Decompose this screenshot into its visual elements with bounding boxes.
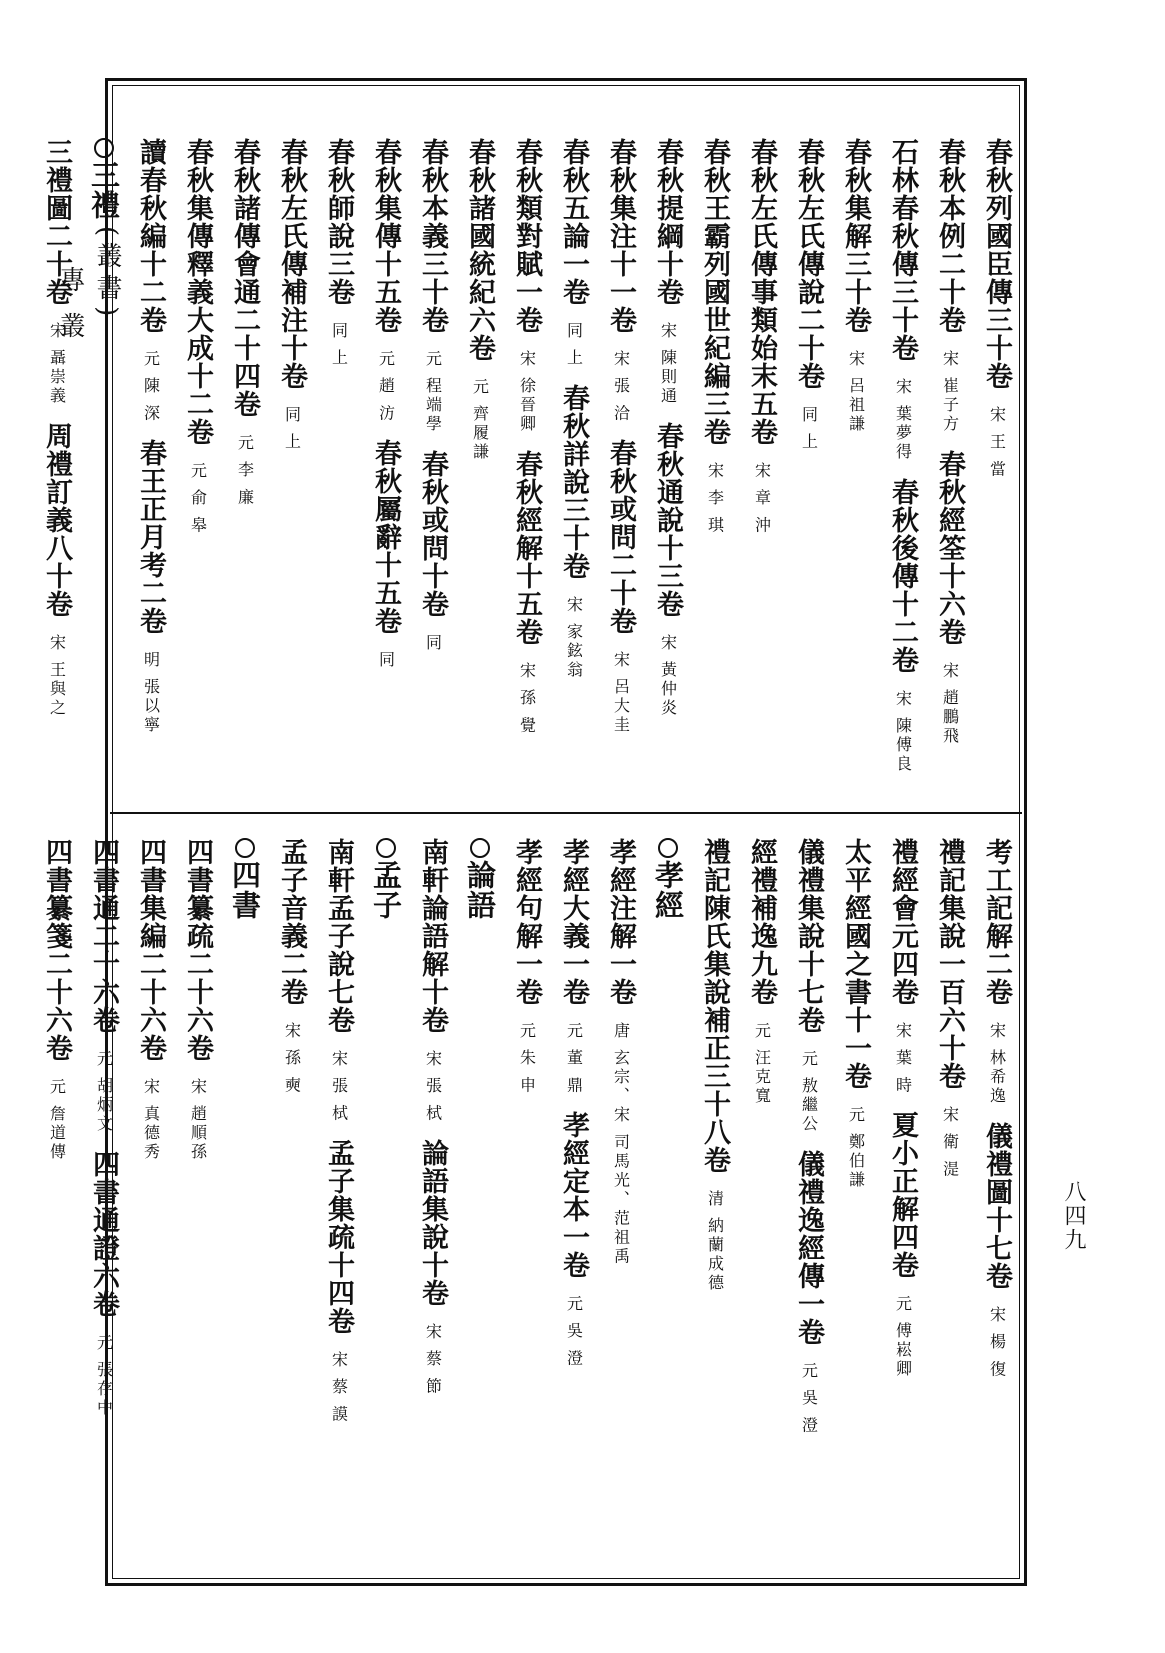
- book-title: 春秋或問十卷: [417, 450, 448, 619]
- book-entry: [654, 138, 681, 406]
- catalog-column: [503, 138, 550, 798]
- book-title: 春秋集解三十卷: [840, 138, 871, 334]
- book-title: 春秋詳說三十卷: [558, 384, 589, 581]
- book-author: 元 敖繼公: [799, 1050, 819, 1135]
- catalog-column: [127, 838, 174, 1558]
- book-title: 春秋本義三十卷: [417, 138, 448, 334]
- book-entry: [560, 384, 587, 680]
- book-title: 春秋屬辭十五卷: [370, 439, 401, 636]
- book-entry: [889, 478, 916, 774]
- book-title: 孝經定本一卷: [558, 1111, 589, 1280]
- book-author: 同: [376, 651, 396, 671]
- book-title: 考工記解二卷: [981, 838, 1012, 1006]
- book-title: 南軒論語解十卷: [417, 838, 448, 1034]
- book-author: 宋 葉 時: [893, 1022, 913, 1096]
- book-author: 元 鄭伯謙: [846, 1106, 866, 1191]
- catalog-column: [127, 138, 174, 798]
- section-marker-icon: [235, 838, 255, 858]
- book-title: 春王正月考二卷: [135, 439, 166, 636]
- book-title: 禮記集說一百六十卷: [934, 838, 965, 1090]
- book-title: 讀春秋編十二卷: [135, 138, 166, 334]
- book-author: 宋 衛 湜: [940, 1106, 960, 1180]
- book-author: 元 朱 申: [517, 1022, 537, 1096]
- book-author: 宋 張 洽: [611, 350, 631, 424]
- section-marker-icon: [470, 838, 490, 858]
- book-entry: [372, 439, 399, 670]
- book-entry: [936, 138, 963, 434]
- book-title: 春秋或問二十卷: [605, 439, 636, 636]
- book-entry: [513, 838, 540, 1095]
- book-title: 春秋列國臣傳三十卷: [981, 138, 1012, 390]
- catalog-column: [832, 838, 879, 1558]
- book-author: 元 胡炳文: [94, 1050, 114, 1135]
- book-title: 論語集說十卷: [417, 1139, 448, 1308]
- book-author: 宋 真德秀: [141, 1078, 161, 1163]
- section-title: 四書: [228, 860, 262, 920]
- catalog-column: [315, 138, 362, 798]
- book-author: 元 俞 皋: [188, 462, 208, 536]
- section-title: 孝經: [651, 860, 685, 920]
- catalog-column: [973, 838, 1020, 1558]
- book-author: 元 陳 深: [141, 350, 161, 424]
- book-author: 元 詹道傳: [47, 1078, 67, 1163]
- book-title: 太平經國之書十一卷: [840, 838, 871, 1090]
- book-entry: [325, 1139, 352, 1424]
- book-title: 春秋類對賦一卷: [511, 138, 542, 334]
- book-author: 明 張以寧: [141, 651, 161, 736]
- book-author: 清 納蘭成德: [705, 1190, 725, 1294]
- book-author: 元 張存中: [94, 1334, 114, 1419]
- book-entry: [936, 838, 963, 1179]
- book-entry: [654, 422, 681, 718]
- catalog-column: [644, 838, 691, 1558]
- catalog-column: [738, 138, 785, 798]
- book-author: 宋 黃仲炎: [658, 634, 678, 719]
- section-divider: [110, 812, 1022, 814]
- book-entry: [513, 450, 540, 735]
- book-author: 元 吳 澄: [799, 1362, 819, 1436]
- book-entry: [278, 838, 305, 1095]
- book-author: 宋 張 栻: [329, 1050, 349, 1124]
- bottom-register: [41, 838, 1020, 1558]
- book-entry: [983, 1122, 1010, 1379]
- book-title: 春秋經解十五卷: [511, 450, 542, 647]
- book-entry: [43, 138, 70, 406]
- book-title: 四書通二十六卷: [88, 838, 119, 1034]
- section-heading: [463, 838, 497, 920]
- catalog-column: [409, 138, 456, 798]
- section-marker-icon: [376, 838, 396, 858]
- book-title: 春秋師說三卷: [323, 138, 354, 306]
- book-title: 儀禮圖十七卷: [981, 1122, 1012, 1291]
- book-entry: [372, 138, 399, 423]
- book-entry: [889, 1111, 916, 1379]
- book-title: 春秋王霸列國世紀編三卷: [699, 138, 730, 446]
- catalog-column: [644, 138, 691, 798]
- book-entry: [842, 138, 869, 434]
- book-entry: [889, 138, 916, 462]
- book-entry: [466, 138, 493, 462]
- catalog-column: [973, 138, 1020, 798]
- catalog-column: [33, 138, 80, 798]
- book-author: 元 汪克寬: [752, 1022, 772, 1107]
- catalog-column: [550, 838, 597, 1558]
- catalog-column: [174, 138, 221, 798]
- book-author: 宋 蔡 謨: [329, 1351, 349, 1425]
- book-title: 周禮訂義八十卷: [41, 422, 72, 619]
- catalog-column: [268, 138, 315, 798]
- book-entry: [701, 138, 728, 535]
- book-entry: [560, 138, 587, 368]
- book-entry: [607, 138, 634, 423]
- book-title: 儀禮逸經傳一卷: [793, 1150, 824, 1347]
- book-entry: [983, 138, 1010, 479]
- book-title: 四書纂疏二十六卷: [182, 838, 213, 1062]
- book-entry: [701, 838, 728, 1293]
- section-heading: [87, 138, 121, 220]
- book-title: 春秋通說十三卷: [652, 422, 683, 619]
- book-title: 孟子音義二卷: [276, 838, 307, 1006]
- catalog-column: [785, 138, 832, 798]
- book-title: 四書通證六卷: [88, 1150, 119, 1319]
- section-title: 三禮: [87, 160, 121, 220]
- book-author: 宋 陳傅良: [893, 690, 913, 775]
- book-title: 孝經句解一卷: [511, 838, 542, 1006]
- section-marker-icon: [94, 138, 114, 158]
- book-author: 宋 趙鵬飛: [940, 662, 960, 747]
- catalog-column: [362, 838, 409, 1558]
- book-title: 春秋左氏傳事類始末五卷: [746, 138, 777, 446]
- book-entry: [90, 838, 117, 1134]
- catalog-column: [456, 838, 503, 1558]
- catalog-column: [879, 138, 926, 798]
- book-author: 宋 王 當: [987, 406, 1007, 480]
- catalog-column: [550, 138, 597, 798]
- catalog-column: [738, 838, 785, 1558]
- book-title: 孝經注解一卷: [605, 838, 636, 1006]
- book-author: 唐 玄宗、宋 司馬光、范祖禹: [611, 1022, 631, 1267]
- book-title: 春秋五論一卷: [558, 138, 589, 306]
- book-title: 孝經大義一卷: [558, 838, 589, 1006]
- book-title: 三禮圖二十卷: [41, 138, 72, 306]
- section-heading: [651, 838, 685, 920]
- book-author: 宋 李 琪: [705, 462, 725, 536]
- book-entry: [795, 138, 822, 452]
- book-title: 石林春秋傳三十卷: [887, 138, 918, 362]
- book-title: 春秋諸國統紀六卷: [464, 138, 495, 362]
- book-entry: [43, 422, 70, 718]
- book-author: 宋 王與之: [47, 634, 67, 719]
- section-heading: [228, 838, 262, 920]
- book-author: 宋 張 栻: [423, 1050, 443, 1124]
- book-author: 宋 崔子方: [940, 350, 960, 435]
- book-author: 宋 聶崇義: [47, 322, 67, 407]
- book-entry: [325, 838, 352, 1123]
- book-entry: [795, 838, 822, 1134]
- catalog-column: [926, 838, 973, 1558]
- section-title: 論語: [463, 860, 497, 920]
- book-author: 宋 徐晉卿: [517, 350, 537, 435]
- book-author: 宋 家鉉翁: [564, 596, 584, 681]
- catalog-column: [785, 838, 832, 1558]
- series-label: (叢書): [92, 226, 122, 323]
- book-entry: [419, 450, 446, 653]
- catalog-column: [597, 138, 644, 798]
- book-entry: [607, 838, 634, 1266]
- book-author: 宋 孫 覺: [517, 662, 537, 736]
- book-author: 元 趙 汸: [376, 350, 396, 424]
- book-entry: [748, 138, 775, 535]
- book-title: 春秋集注十一卷: [605, 138, 636, 334]
- book-entry: [184, 138, 211, 535]
- book-entry: [231, 138, 258, 507]
- book-title: 禮記陳氏集說補正三十八卷: [699, 838, 730, 1174]
- book-title: 儀禮集說十七卷: [793, 838, 824, 1034]
- book-entry: [560, 838, 587, 1095]
- book-entry: [137, 138, 164, 423]
- book-title: 春秋本例二十卷: [934, 138, 965, 334]
- book-entry: [513, 138, 540, 434]
- book-author: 宋 陳則通: [658, 322, 678, 407]
- catalog-column: [33, 838, 80, 1558]
- book-author: 同 上: [564, 322, 584, 369]
- catalog-column: [456, 138, 503, 798]
- book-entry: [983, 838, 1010, 1106]
- book-author: 元 吳 澄: [564, 1295, 584, 1369]
- catalog-column: [879, 838, 926, 1558]
- book-entry: [184, 838, 211, 1162]
- book-entry: [842, 838, 869, 1190]
- book-title: 春秋後傳十二卷: [887, 478, 918, 675]
- book-title: 春秋左氏傳補注十卷: [276, 138, 307, 390]
- catalog-column: [315, 838, 362, 1558]
- book-entry: [90, 1150, 117, 1418]
- book-entry: [137, 439, 164, 735]
- book-author: 宋 章 沖: [752, 462, 772, 536]
- catalog-column: [174, 838, 221, 1558]
- catalog-column: [268, 838, 315, 1558]
- book-entry: [560, 1111, 587, 1368]
- book-author: 宋 林希逸: [987, 1022, 1007, 1107]
- catalog-column: [832, 138, 879, 798]
- section-title: 孟子: [369, 860, 403, 920]
- book-title: 春秋提綱十卷: [652, 138, 683, 306]
- catalog-column: [926, 138, 973, 798]
- book-entry: [419, 1139, 446, 1396]
- book-title: 四書集編二十六卷: [135, 838, 166, 1062]
- book-author: 元 傅崧卿: [893, 1295, 913, 1380]
- book-title: 春秋集傳釋義大成十二卷: [182, 138, 213, 446]
- book-entry: [419, 838, 446, 1123]
- book-title: 春秋集傳十五卷: [370, 138, 401, 334]
- book-title: 夏小正解四卷: [887, 1111, 918, 1280]
- book-entry: [419, 138, 446, 434]
- book-author: 同: [423, 634, 443, 654]
- catalog-column: [691, 138, 738, 798]
- book-entry: [889, 838, 916, 1095]
- catalog-column: [221, 838, 268, 1558]
- catalog-column: [691, 838, 738, 1558]
- book-title: 南軒孟子說七卷: [323, 838, 354, 1034]
- catalog-column: [503, 838, 550, 1558]
- book-author: 同 上: [799, 406, 819, 453]
- book-entry: [607, 439, 634, 735]
- book-title: 經禮補逸九卷: [746, 838, 777, 1006]
- book-entry: [936, 450, 963, 746]
- book-author: 宋 楊 復: [987, 1306, 1007, 1380]
- book-author: 元 齊履謙: [470, 378, 490, 463]
- book-author: 宋 趙順孫: [188, 1078, 208, 1163]
- catalog-column: [80, 138, 127, 798]
- book-entry: [43, 838, 70, 1162]
- book-entry: [748, 838, 775, 1106]
- catalog-column: [597, 838, 644, 1558]
- catalog-column: [362, 138, 409, 798]
- book-author: 宋 蔡 節: [423, 1323, 443, 1397]
- page-number: 八四九: [1061, 1180, 1086, 1252]
- book-entry: [325, 138, 352, 368]
- book-author: 宋 呂祖謙: [846, 350, 866, 435]
- book-author: 元 董 鼎: [564, 1022, 584, 1096]
- book-author: 同 上: [329, 322, 349, 369]
- book-author: 宋 葉夢得: [893, 378, 913, 463]
- book-entry: [137, 838, 164, 1162]
- catalog-column: [409, 838, 456, 1558]
- book-title: 春秋左氏傳說二十卷: [793, 138, 824, 390]
- book-title: 禮經會元四卷: [887, 838, 918, 1006]
- section-heading: [369, 838, 403, 920]
- book-title: 春秋經筌十六卷: [934, 450, 965, 647]
- book-author: 宋 孫 奭: [282, 1022, 302, 1096]
- book-author: 元 程端學: [423, 350, 443, 435]
- book-author: 同 上: [282, 406, 302, 453]
- book-entry: [795, 1150, 822, 1435]
- book-author: 宋 呂大圭: [611, 651, 631, 736]
- book-entry: [278, 138, 305, 452]
- book-title: 春秋諸傳會通二十四卷: [229, 138, 260, 418]
- catalog-column: [221, 138, 268, 798]
- book-title: 孟子集疏十四卷: [323, 1139, 354, 1336]
- category-label: 專 叢: [55, 266, 85, 345]
- book-title: 四書纂箋二十六卷: [41, 838, 72, 1062]
- book-author: 元 李 廉: [235, 434, 255, 508]
- section-marker-icon: [658, 838, 678, 858]
- catalog-column: [80, 838, 127, 1558]
